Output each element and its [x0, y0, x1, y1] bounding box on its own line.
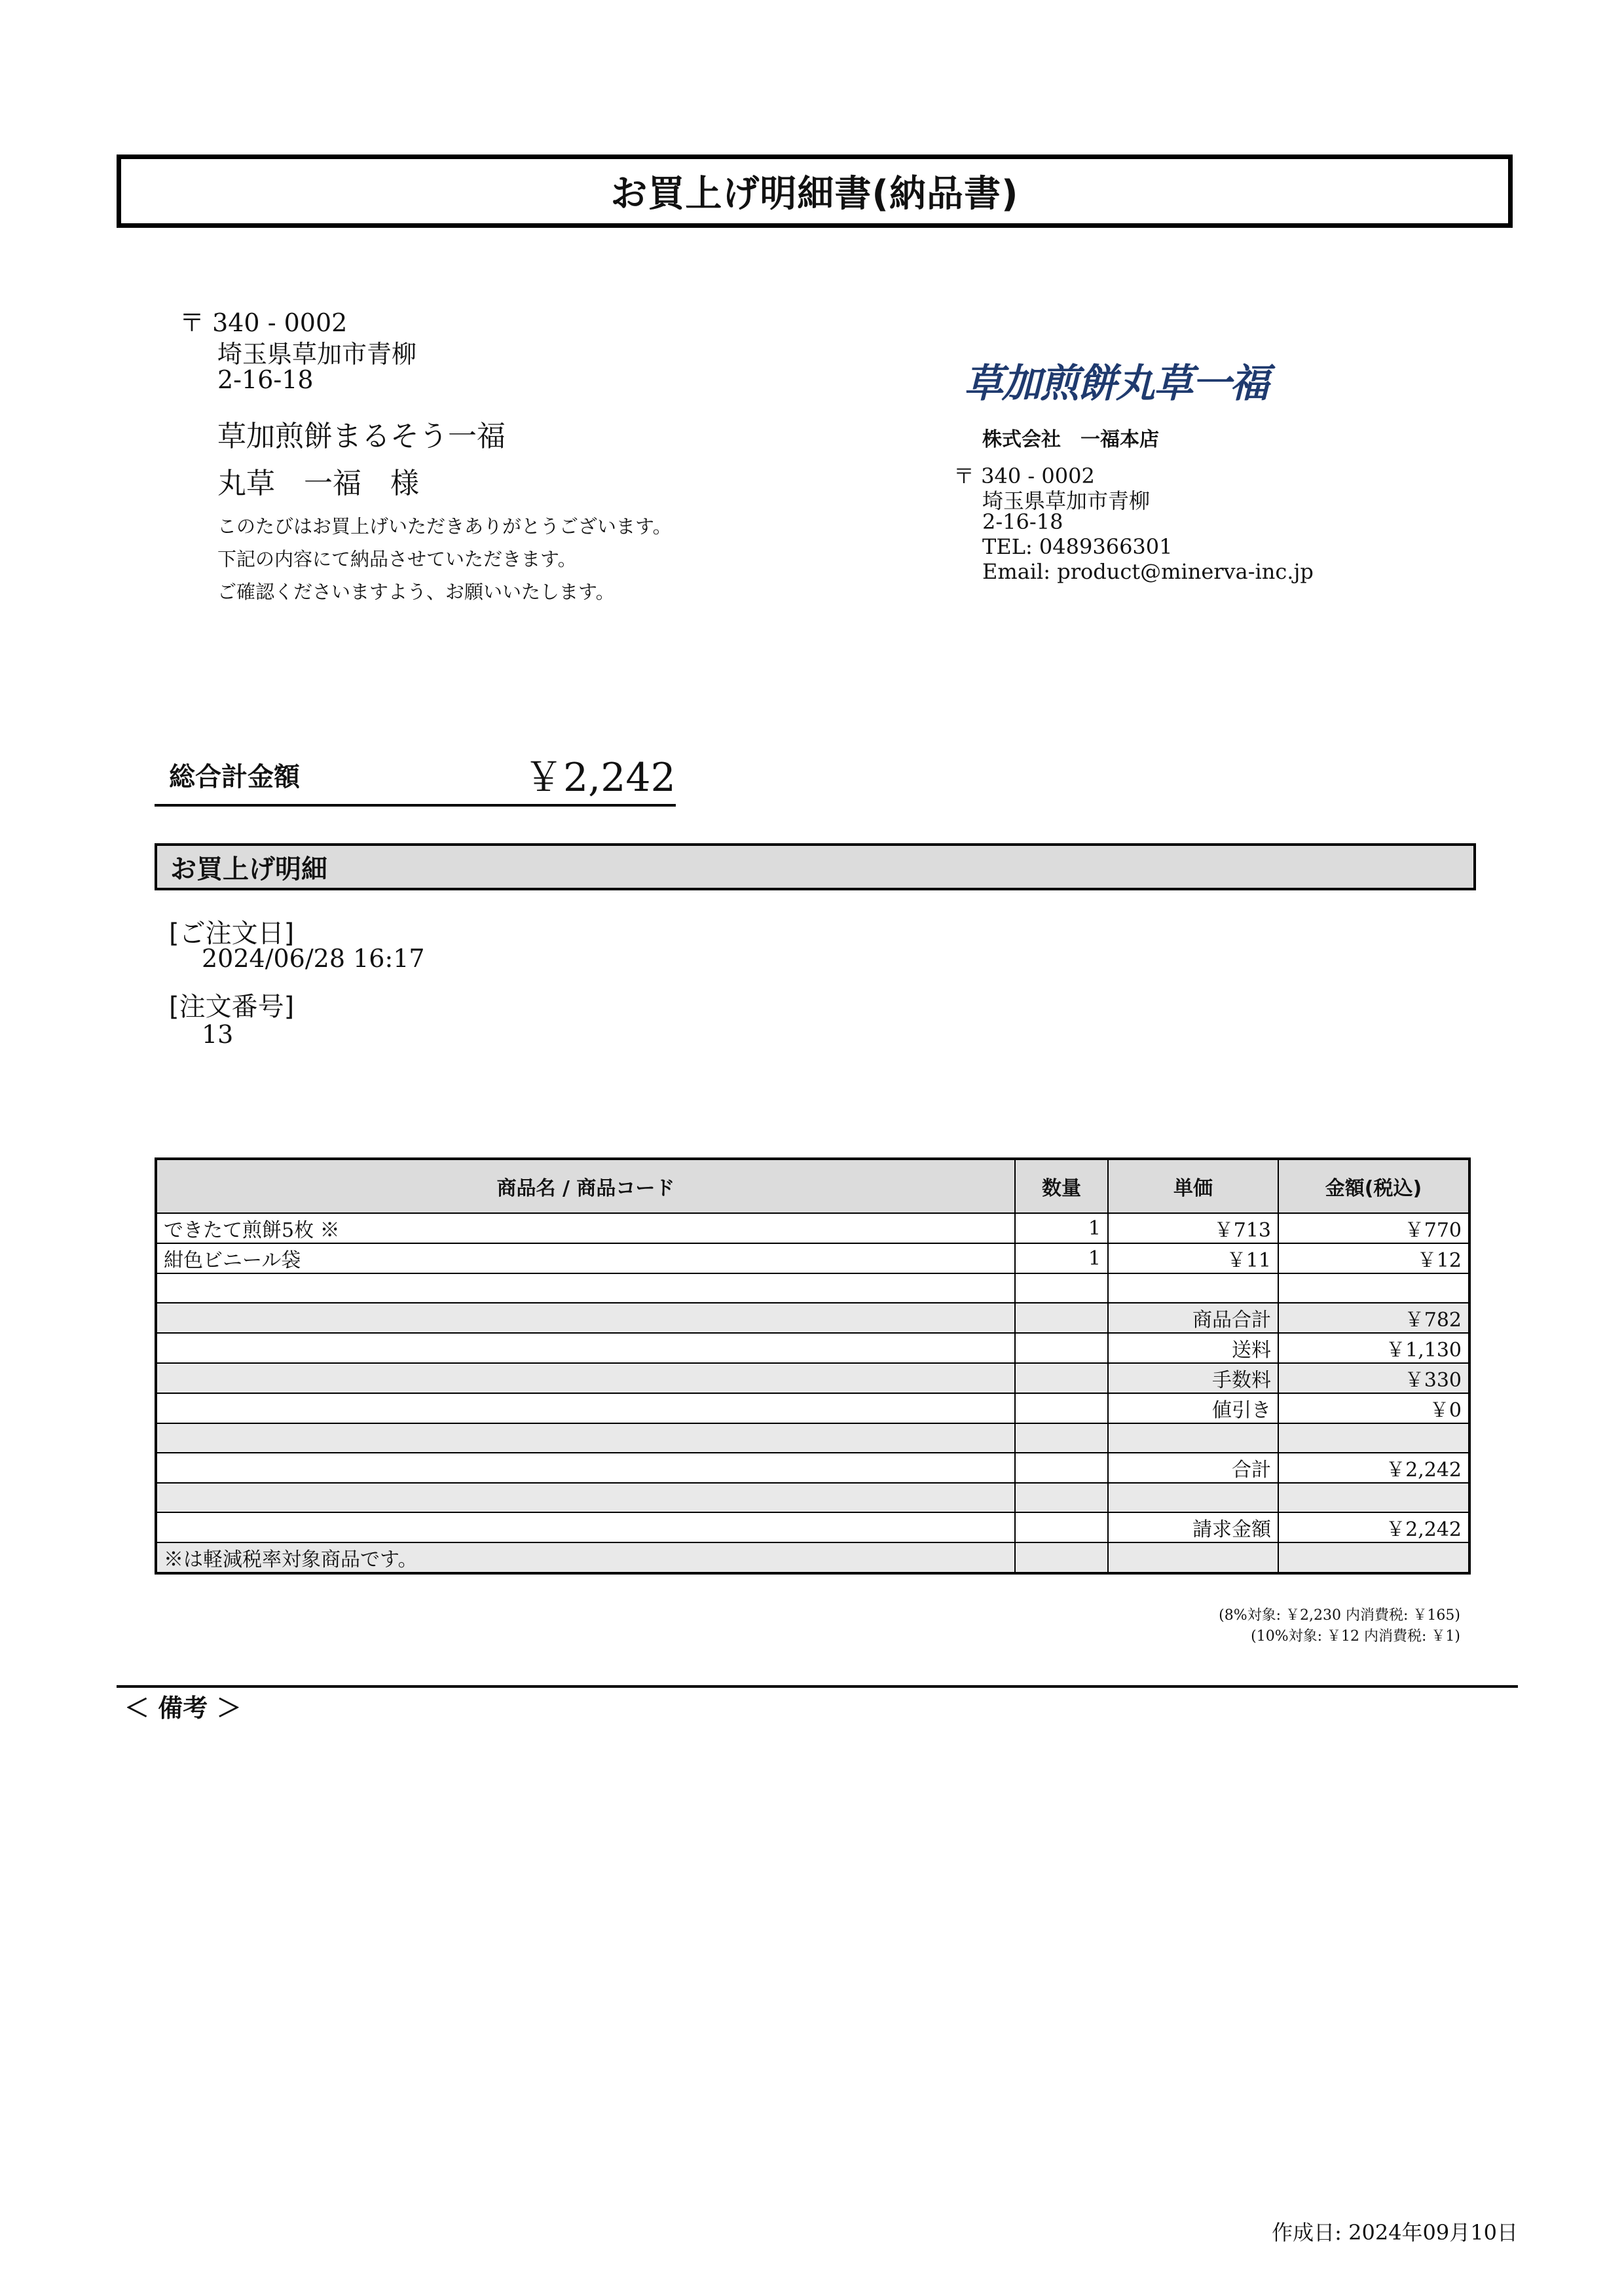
cell-summary-value: ￥782 [1278, 1303, 1469, 1333]
cell-summary-value: ￥330 [1278, 1363, 1469, 1393]
tax-notes [982, 1605, 1460, 1647]
cell-quantity [1015, 1512, 1108, 1542]
shop-tel: TEL: 0489366301 [982, 534, 1173, 559]
table-row [156, 1303, 1469, 1333]
document-title-box [117, 155, 1513, 228]
table-row [156, 1393, 1469, 1423]
grand-total-label: 総合計金額 [169, 762, 300, 792]
table-header-row [156, 1159, 1469, 1213]
table-row [156, 1483, 1469, 1512]
cell-quantity: 1 [1015, 1213, 1108, 1243]
cell-unit-price [1108, 1273, 1278, 1303]
table-row [156, 1333, 1469, 1363]
table-row [156, 1453, 1469, 1483]
cell-product [156, 1423, 1015, 1453]
order-number-value: 13 [202, 1020, 234, 1049]
customer-company: 草加煎餅まるそう一福 [217, 420, 506, 453]
cell-quantity [1015, 1542, 1108, 1573]
cell-summary-value: ￥2,242 [1278, 1512, 1469, 1542]
cell-quantity [1015, 1393, 1108, 1423]
cell-footnote: ※は軽減税率対象商品です。 [156, 1542, 1015, 1573]
grand-total-value: ￥2,242 [524, 755, 676, 801]
header-quantity: 数量 [1015, 1159, 1108, 1213]
cell-quantity [1015, 1453, 1108, 1483]
cell-quantity: 1 [1015, 1243, 1108, 1273]
cell-summary-value [1278, 1423, 1469, 1453]
cell-summary-label: 送料 [1108, 1333, 1278, 1363]
cell-summary-label: 手数料 [1108, 1363, 1278, 1393]
cell-quantity [1015, 1423, 1108, 1453]
table-row [156, 1243, 1469, 1273]
order-number-label: [注文番号] [169, 992, 295, 1022]
cell-summary-label: 値引き [1108, 1393, 1278, 1423]
cell-quantity [1015, 1333, 1108, 1363]
detail-section-title: お買上げ明細 [170, 854, 327, 884]
cell-product: 紺色ビニール袋 [156, 1243, 1015, 1273]
cell-summary-label: 合計 [1108, 1453, 1278, 1483]
cell-summary-value: ￥1,130 [1278, 1333, 1469, 1363]
customer-address-line1: 埼玉県草加市青柳 [217, 340, 417, 369]
header-unit-price: 単価 [1108, 1159, 1278, 1213]
greeting-line-3: ご確認くださいますよう、お願いいたします。 [217, 581, 615, 603]
cell-product [156, 1483, 1015, 1512]
grand-total-underline [155, 804, 676, 807]
shop-address-line2: 2-16-18 [982, 509, 1063, 534]
cell-summary-value [1278, 1483, 1469, 1512]
cell-amount: ￥770 [1278, 1213, 1469, 1243]
cell-product [156, 1333, 1015, 1363]
cell-summary-label [1108, 1542, 1278, 1573]
created-date: 作成日: 2024年09月10日 [1272, 2220, 1518, 2245]
table-row [156, 1423, 1469, 1453]
shop-company: 株式会社 一福本店 [982, 428, 1159, 451]
document-title: お買上げ明細書(納品書) [610, 173, 1019, 215]
table-row [156, 1542, 1469, 1573]
cell-quantity [1015, 1273, 1108, 1303]
greeting-line-2: 下記の内容にて納品させていただきます。 [217, 548, 577, 570]
shop-email: Email: product@minerva-inc.jp [982, 559, 1314, 584]
cell-product: できたて煎餅5枚 ※ [156, 1213, 1015, 1243]
shop-postal: 〒 340 - 0002 [953, 464, 1095, 488]
cell-summary-label: 商品合計 [1108, 1303, 1278, 1333]
cell-quantity [1015, 1303, 1108, 1333]
table-row [156, 1363, 1469, 1393]
cell-product [156, 1512, 1015, 1542]
tax-note-8: (8%対象: ￥2,230 内消費税: ￥165) [1219, 1607, 1460, 1624]
cell-summary-label [1108, 1483, 1278, 1512]
cell-summary-value [1278, 1542, 1469, 1573]
shop-logo: 草加煎餅丸草一福 [964, 361, 1268, 407]
cell-product [156, 1363, 1015, 1393]
cell-summary-label: 請求金額 [1108, 1512, 1278, 1542]
order-date-value: 2024/06/28 16:17 [202, 944, 425, 973]
table-row [156, 1512, 1469, 1542]
cell-amount: ￥12 [1278, 1243, 1469, 1273]
table-row [156, 1213, 1469, 1243]
cell-product [156, 1453, 1015, 1483]
shop-address-line1: 埼玉県草加市青柳 [982, 488, 1151, 513]
items-table [155, 1157, 1471, 1575]
table-row [156, 1273, 1469, 1303]
tax-note-10: (10%対象: ￥12 内消費税: ￥1) [1251, 1628, 1460, 1645]
detail-section-header [155, 843, 1476, 890]
cell-summary-value: ￥0 [1278, 1393, 1469, 1423]
remarks-label: ＜ 備考 ＞ [124, 1694, 242, 1722]
cell-quantity [1015, 1483, 1108, 1512]
cell-product [156, 1303, 1015, 1333]
customer-postal: 〒 340 - 0002 [179, 308, 348, 337]
cell-unit-price: ￥713 [1108, 1213, 1278, 1243]
cell-unit-price: ￥11 [1108, 1243, 1278, 1273]
cell-summary-value: ￥2,242 [1278, 1453, 1469, 1483]
greeting-line-1: このたびはお買上げいただきありがとうございます。 [217, 515, 672, 538]
cell-amount [1278, 1273, 1469, 1303]
cell-product [156, 1393, 1015, 1423]
cell-quantity [1015, 1363, 1108, 1393]
cell-summary-label [1108, 1423, 1278, 1453]
header-amount: 金額(税込) [1278, 1159, 1469, 1213]
customer-address-line2: 2-16-18 [217, 365, 314, 394]
header-product: 商品名 / 商品コード [156, 1159, 1015, 1213]
customer-name: 丸草 一福 様 [217, 467, 419, 500]
remarks-divider [117, 1685, 1518, 1688]
cell-product [156, 1273, 1015, 1303]
order-date-label: [ご注文日] [169, 919, 295, 949]
